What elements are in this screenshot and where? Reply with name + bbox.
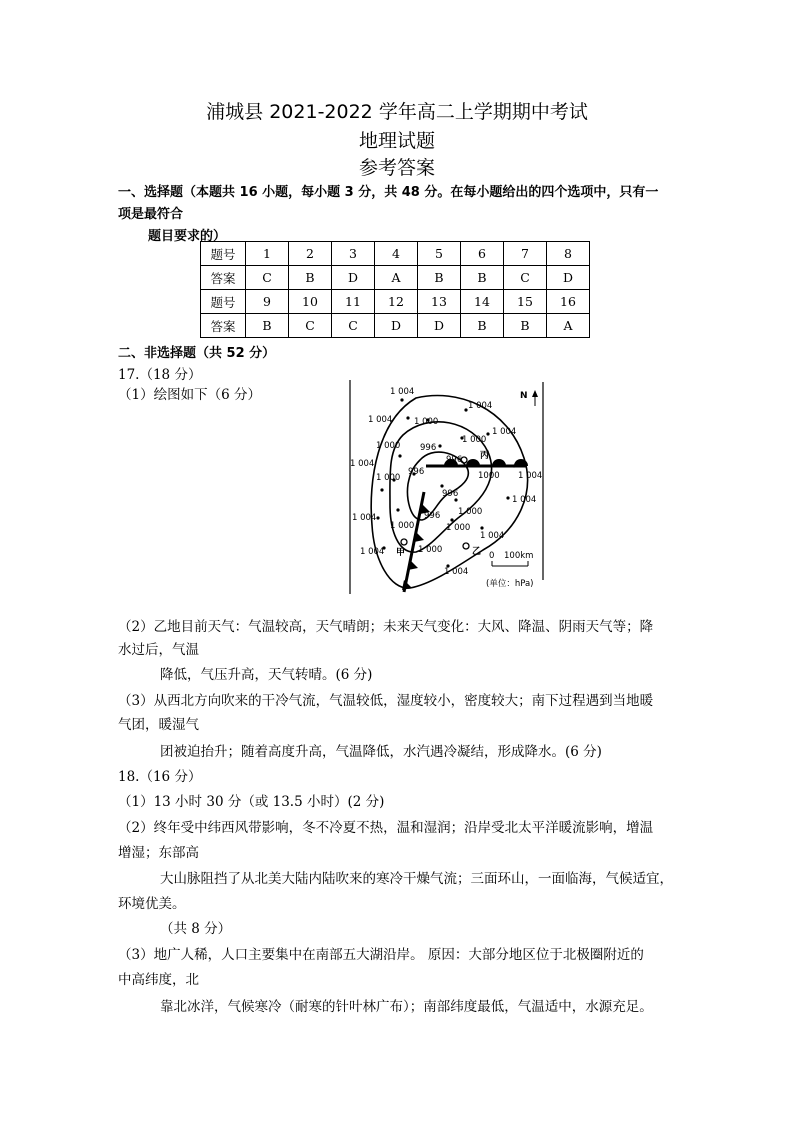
isobar-label-1000: 1 000 <box>458 507 483 517</box>
isobar-label-1004: 1 004 <box>468 401 493 411</box>
table-cell: D <box>375 314 418 338</box>
q18-part3-cont: 中高纬度，北 <box>118 972 199 988</box>
table-cell: C <box>246 266 289 290</box>
table-row <box>201 242 590 266</box>
q18-part3: （3）地广人稀，人口主要集中在南部五大湖沿岸。 原因：大部分地区位于北极圈附近的 <box>118 947 644 963</box>
table-cell: 2 <box>289 242 332 266</box>
table-cell: 15 <box>504 290 547 314</box>
table-row <box>201 266 590 290</box>
table-cell: B <box>289 266 332 290</box>
table-cell: 题号 <box>201 290 246 314</box>
isobar-label-1004: 1 004 <box>350 459 375 469</box>
isobar-dot <box>380 488 383 491</box>
table-cell: 4 <box>375 242 418 266</box>
table-cell: 14 <box>461 290 504 314</box>
answer-table <box>200 241 590 338</box>
table-row <box>201 314 590 338</box>
q18-part2-cont3: 环境优美。 <box>118 896 186 912</box>
table-cell: 5 <box>418 242 461 266</box>
table-cell: 10 <box>289 290 332 314</box>
isobar-label-996: 996 <box>424 511 441 521</box>
section1-heading-cont2: 题目要求的） <box>148 229 227 244</box>
table-cell: 7 <box>504 242 547 266</box>
isobar-label-1000: 1 000 <box>446 523 471 533</box>
q18-part2-cont2: 大山脉阻挡了从北美大陆内陆吹来的寒冷干燥气流；三面环山，一面临海，气候适宜， <box>160 871 673 887</box>
table-cell: C <box>504 266 547 290</box>
isobar-label-1000: 1 000 <box>418 545 443 555</box>
section1-heading-cont: 项是最符合 <box>118 207 184 222</box>
section2-heading: 二、非选择题（共 52 分） <box>118 346 276 361</box>
isobar-label-1004: 1 004 <box>480 531 505 541</box>
warm-front-symbol <box>514 459 528 466</box>
table-cell: 9 <box>246 290 289 314</box>
isobar-label-1004: 1 004 <box>368 415 393 425</box>
isobar-label-1004: 1 004 <box>360 547 385 557</box>
table-cell: C <box>289 314 332 338</box>
warm-front-symbol <box>492 459 506 466</box>
station-jia-marker <box>401 539 407 545</box>
isobar-label-1004: 1 004 <box>352 513 377 523</box>
table-cell: B <box>246 314 289 338</box>
isobar-dot <box>506 496 509 499</box>
table-cell: 题号 <box>201 242 246 266</box>
station-yi-label: 乙 <box>472 547 482 557</box>
isobar-label-996: 996 <box>420 443 437 453</box>
q17-part3-cont: 气团，暖湿气 <box>118 717 199 733</box>
q17-label: 17.（18 分） <box>118 367 202 383</box>
q18-part3-cont2: 靠北冰洋，气候寒冷（耐寒的针叶林广布）；南部纬度最低，气温适中，水源充足。 <box>160 999 653 1015</box>
isobar-dot <box>440 484 443 487</box>
q17-part2: （2）乙地目前天气：气温较高，天气晴朗；未来天气变化：大风、降温、阴雨天气等；降 <box>118 619 654 635</box>
isobar-dot <box>486 432 489 435</box>
table-cell: B <box>461 314 504 338</box>
isobar-label-996: 996 <box>446 455 463 465</box>
isobar-label-996: 996 <box>408 467 425 477</box>
isobar-labels <box>350 387 542 577</box>
scale-distance-label: 100km <box>504 551 534 561</box>
isobar-dot <box>398 454 401 457</box>
table-cell: B <box>461 266 504 290</box>
section1-heading: 一、选择题（本题共 16 小题，每小题 3 分，共 48 分。在每小题给出的四个选项中，只有一 <box>118 185 659 200</box>
table-cell: B <box>418 266 461 290</box>
table-cell: 13 <box>418 290 461 314</box>
table-cell: D <box>332 266 375 290</box>
isobar-label-1000: 1000 <box>478 471 500 481</box>
table-cell: 3 <box>332 242 375 266</box>
station-yi-marker <box>463 543 469 549</box>
subject-title: 地理试题 <box>358 130 435 152</box>
isobar-dot <box>396 508 399 511</box>
table-cell: B <box>504 314 547 338</box>
table-row <box>201 290 590 314</box>
isobar-label-1000: 1 000 <box>462 435 487 445</box>
isobar-label-1004: 1 004 <box>512 495 537 505</box>
isobar-dot <box>438 444 441 447</box>
q17-part2-cont: 水过后，气温 <box>118 642 199 658</box>
table-cell: C <box>332 314 375 338</box>
isobar-label-996: 996 <box>442 489 459 499</box>
isobar-dot <box>512 464 515 467</box>
table-cell: 11 <box>332 290 375 314</box>
q17-part1: （1）绘图如下（6 分） <box>118 387 261 403</box>
station-bing-label: 丙 <box>480 451 490 461</box>
isobar-dot <box>406 416 409 419</box>
table-cell: 1 <box>246 242 289 266</box>
q17-part3-cont2: 团被迫抬升；随着高度升高，气温降低，水汽遇冷凝结，形成降水。(6 分) <box>160 744 602 760</box>
table-cell: 6 <box>461 242 504 266</box>
table-cell: 8 <box>547 242 590 266</box>
q18-part2-cont: 增湿；东部高 <box>118 845 199 861</box>
table-cell: 答案 <box>201 314 246 338</box>
isobar-label-1000: 1 000 <box>376 473 401 483</box>
station-jia-label: 甲 <box>396 548 406 558</box>
table-cell: 答案 <box>201 266 246 290</box>
isobar-label-1004: 1 004 <box>444 567 469 577</box>
isobar-label-1004: 1 004 <box>390 387 415 397</box>
q18-label: 18.（16 分） <box>118 769 202 785</box>
isobar-dot <box>400 398 403 401</box>
isobar-label-1000: 1 000 <box>390 521 415 531</box>
table-cell: 16 <box>547 290 590 314</box>
q18-part2: （2）终年受中纬西风带影响，冬不冷夏不热，温和湿润；沿岸受北太平洋暖流影响，增温 <box>118 820 654 836</box>
isobar-dot <box>450 518 453 521</box>
isobar-dot <box>480 526 483 529</box>
isobar-label-1004: 1 004 <box>492 427 517 437</box>
isobar-dot <box>376 516 379 519</box>
scale-zero-label: 0 <box>489 551 495 561</box>
table-cell: A <box>375 266 418 290</box>
q18-part2-score: （共 8 分） <box>160 921 232 937</box>
table-cell: A <box>547 314 590 338</box>
north-arrow-head-icon <box>532 390 538 397</box>
isobar-label-1000: 1 000 <box>414 417 439 427</box>
table-cell: D <box>418 314 461 338</box>
table-cell: 12 <box>375 290 418 314</box>
isobar-label-1004: 1 004 <box>518 471 543 481</box>
warm-front-symbol <box>466 459 480 466</box>
exam-title: 浦城县 2021-2022 学年高二上学期期中考试 <box>206 101 588 123</box>
q17-part3: （3）从西北方向吹来的干冷气流，气温较低，湿度较小，密度较大；南下过程遇到当地暖 <box>118 693 654 709</box>
q18-part1: （1）13 小时 30 分（或 13.5 小时）(2 分) <box>118 794 385 810</box>
isobar-label-1000: 1 000 <box>376 441 401 451</box>
pressure-unit-label: (单位：hPa) <box>486 579 534 589</box>
answer-key-title: 参考答案 <box>358 157 435 179</box>
isobar-weather-map <box>348 380 548 598</box>
north-label: N <box>520 391 528 401</box>
q17-part2-cont2: 降低，气压升高，天气转晴。(6 分) <box>160 667 373 683</box>
table-cell: D <box>547 266 590 290</box>
